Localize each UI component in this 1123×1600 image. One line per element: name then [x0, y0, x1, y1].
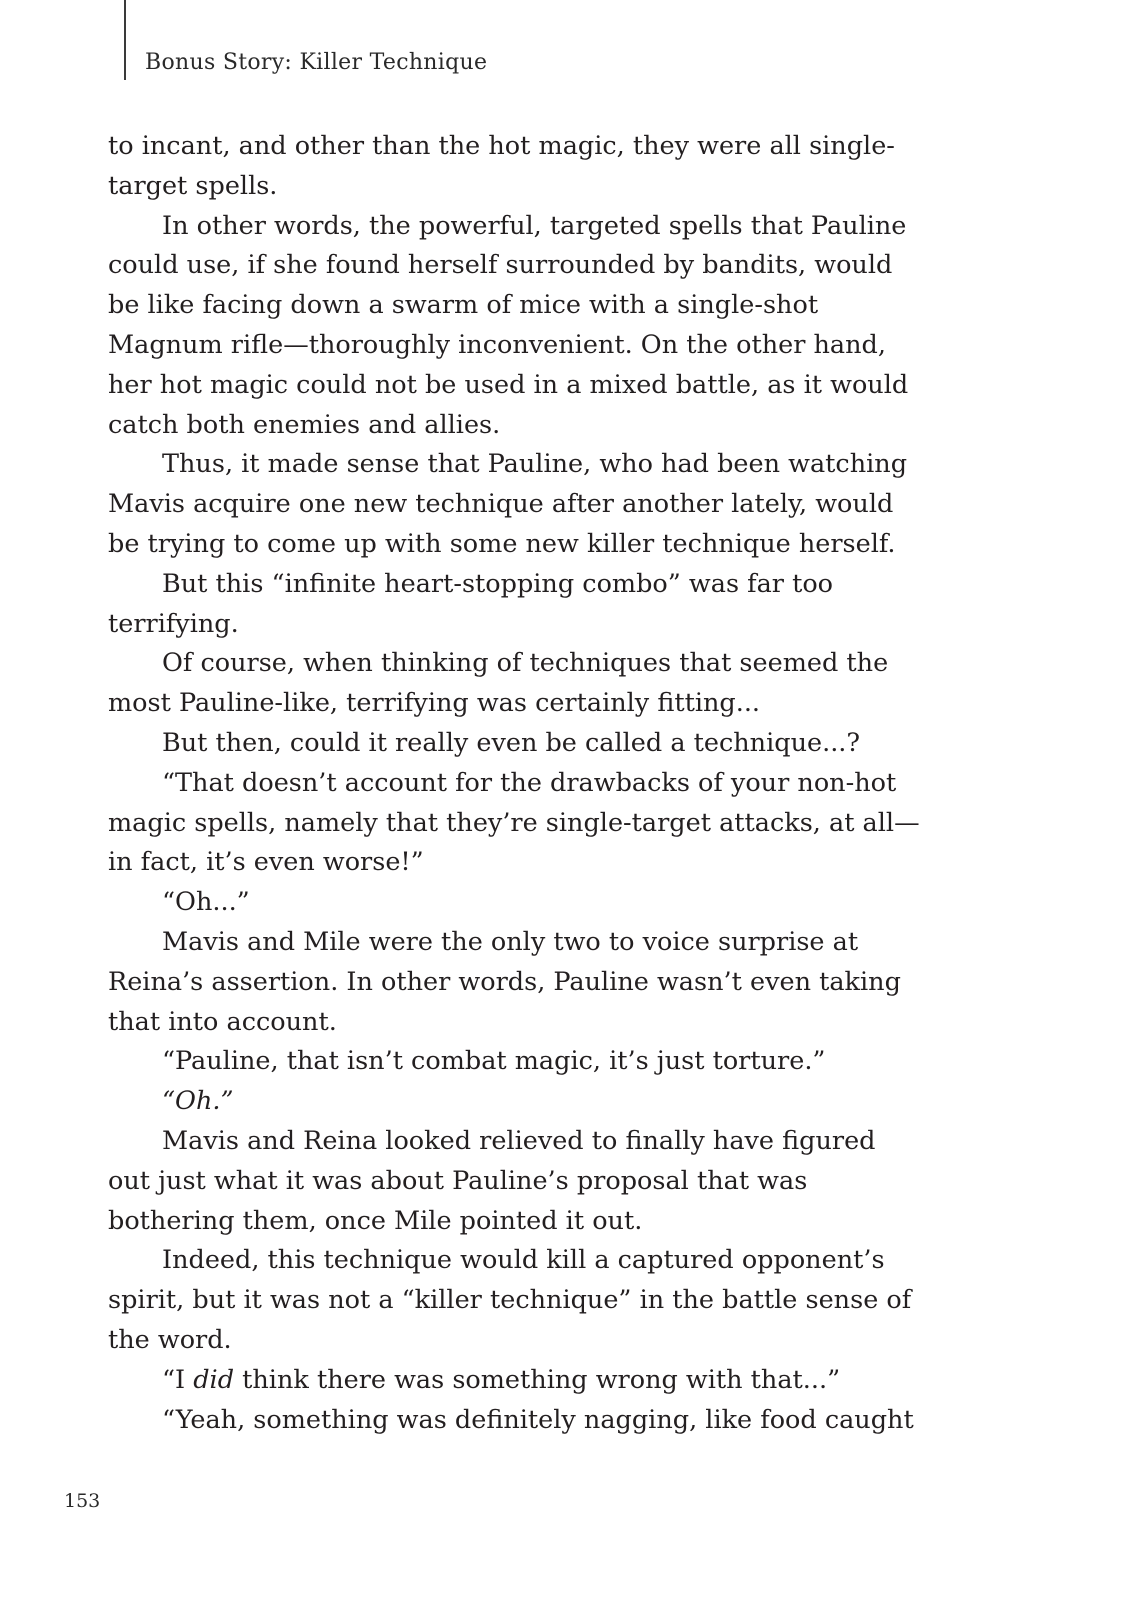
text-line: target spells. — [108, 170, 278, 201]
text-line: her hot magic could not be used in a mixed battle, as it would — [108, 369, 909, 400]
emphasis-text: did — [193, 1364, 235, 1395]
text-line: In other words, the powerful, targeted spells that Pauline — [162, 210, 907, 241]
text-line: catch both enemies and allies. — [108, 409, 501, 440]
text-line: But this “infinite heart-stopping combo” was far too — [162, 568, 834, 599]
text-line: “Yeah, something was definitely nagging, like food caught — [162, 1404, 914, 1435]
text-line: the word. — [108, 1324, 232, 1355]
text-segment: think there was something wrong with that...” — [234, 1364, 841, 1395]
text-line: Mavis and Mile were the only two to voice surprise at — [162, 926, 859, 957]
text-line: Of course, when thinking of techniques that seemed the — [162, 648, 889, 679]
text-line — [108, 1082, 1008, 1122]
text-line: be like facing down a swarm of mice with a single-shot — [108, 290, 819, 321]
text-line: Mavis acquire one new technique after another lately, would — [108, 489, 894, 520]
text-line: spirit, but it was not a “killer technique” in the battle sense of — [108, 1285, 912, 1316]
text-segment: “I — [162, 1364, 194, 1395]
text-line: to incant, and other than the hot magic, they were all single- — [108, 131, 895, 161]
running-header: Bonus Story: Killer Technique — [145, 50, 488, 75]
text-line: be trying to come up with some new killer technique herself. — [108, 528, 896, 559]
body-text — [108, 127, 1008, 1440]
text-line: could use, if she found herself surrounded by bandits, would — [108, 250, 893, 281]
text-line: Indeed, this technique would kill a captured opponent’s — [162, 1245, 885, 1276]
text-line: “Oh...” — [162, 887, 250, 918]
text-line: magic spells, namely that they’re single-target attacks, at all— — [108, 807, 920, 838]
text-line: Mavis and Reina looked relieved to finally have figured — [162, 1125, 876, 1156]
text-line: But then, could it really even be called a technique...? — [162, 727, 861, 758]
text-line: Reina’s assertion. In other words, Pauline wasn’t even taking — [108, 966, 901, 997]
text-line: terrifying. — [108, 608, 239, 639]
page-number: 153 — [64, 1490, 101, 1512]
text-line: “That doesn’t account for the drawbacks of your non-hot — [162, 767, 897, 798]
text-line: that into account. — [108, 1006, 337, 1037]
text-line: in fact, it’s even worse!” — [108, 847, 424, 878]
text-line: most Pauline-like, terrifying was certainly fitting... — [108, 688, 761, 719]
italic-dialogue: “Oh.” — [162, 1086, 234, 1117]
text-line: Magnum rifle—thoroughly inconvenient. On the other hand, — [108, 329, 886, 360]
text-line: “Pauline, that isn’t combat magic, it’s just torture.” — [162, 1046, 826, 1077]
text-line: out just what it was about Pauline’s proposal that was — [108, 1165, 808, 1196]
text-line — [108, 1361, 1008, 1401]
text-line: Thus, it made sense that Pauline, who had been watching — [162, 449, 908, 480]
text-line: bothering them, once Mile pointed it out. — [108, 1205, 643, 1236]
header-rule — [124, 0, 126, 80]
